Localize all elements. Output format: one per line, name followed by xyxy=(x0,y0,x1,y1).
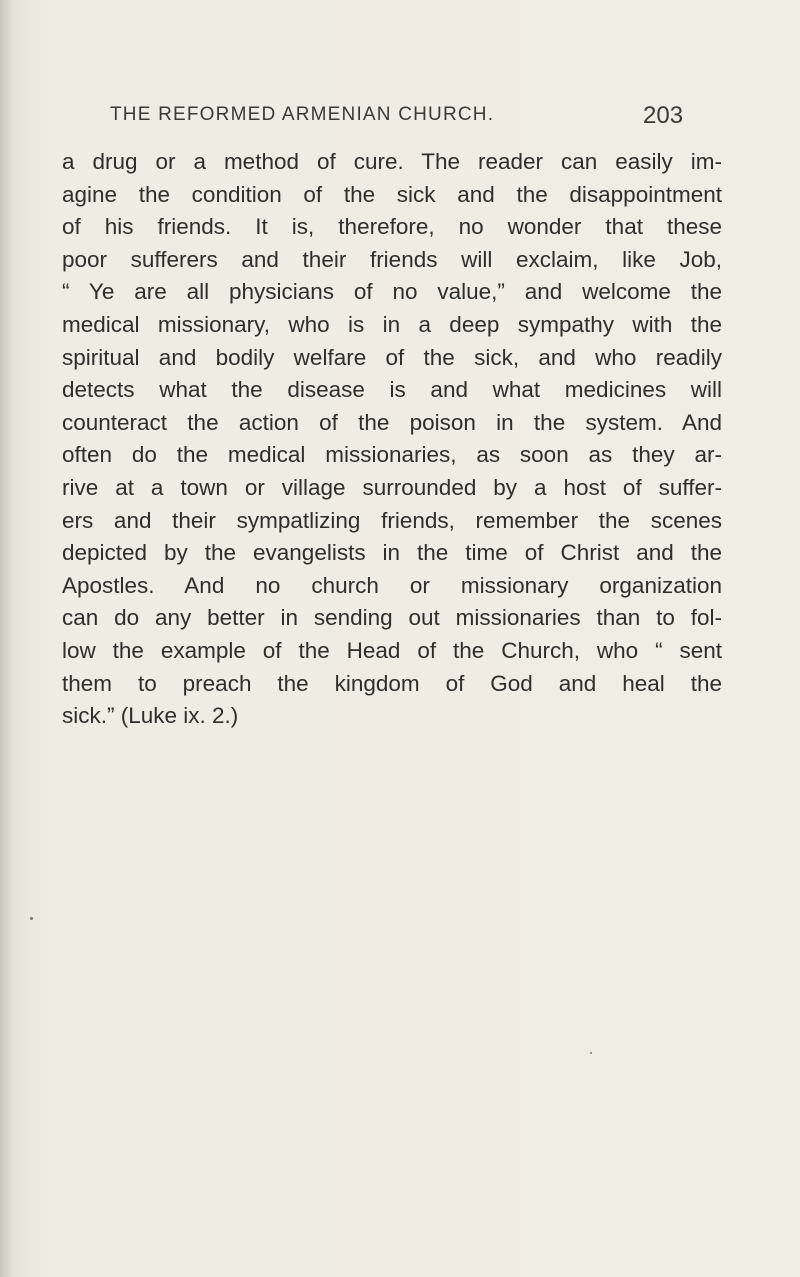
page-number: 203 xyxy=(643,102,684,129)
text-line: sick.” (Luke ix. 2.) xyxy=(62,703,239,729)
text-line: ers and their sympatlizing friends, remember the scenes xyxy=(62,507,722,533)
text-line: depicted by the evangelists in the time of Christ and the xyxy=(62,540,722,566)
text-line: them to preach the kingdom of God and heal the xyxy=(62,670,722,696)
paper-speck xyxy=(30,917,33,920)
text-line: can do any better in sending out missionaries than to fol- xyxy=(62,605,722,631)
text-line: Apostles. And no church or missionary organization xyxy=(62,572,722,598)
text-line: agine the condition of the sick and the disappointment xyxy=(62,181,722,207)
text-line: medical missionary, who is in a deep sympathy with the xyxy=(62,311,722,337)
binding-gutter-shadow xyxy=(0,0,14,1277)
text-line: often do the medical missionaries, as soon as they ar- xyxy=(62,442,722,468)
running-title: THE REFORMED ARMENIAN CHURCH. xyxy=(110,104,495,125)
text-line: of his friends. It is, therefore, no wonder that these xyxy=(62,214,722,240)
text-line: low the example of the Head of the Church, who “ sent xyxy=(62,637,722,663)
text-line: a drug or a method of cure. The reader can easily im- xyxy=(62,149,722,174)
text-line: poor sufferers and their friends will exclaim, like Job, xyxy=(62,246,722,272)
text-line: counteract the action of the poison in the system. And xyxy=(62,409,722,435)
text-line: “ Ye are all physicians of no value,” and welcome the xyxy=(62,279,722,305)
running-head xyxy=(110,104,710,144)
paper-speck xyxy=(590,1052,592,1054)
text-line: spiritual and bodily welfare of the sick, and who readily xyxy=(62,344,722,370)
text-line: rive at a town or village surrounded by a host of suffer- xyxy=(62,474,722,500)
text-line: detects what the disease is and what medicines will xyxy=(62,377,722,403)
body-paragraph xyxy=(62,146,722,733)
